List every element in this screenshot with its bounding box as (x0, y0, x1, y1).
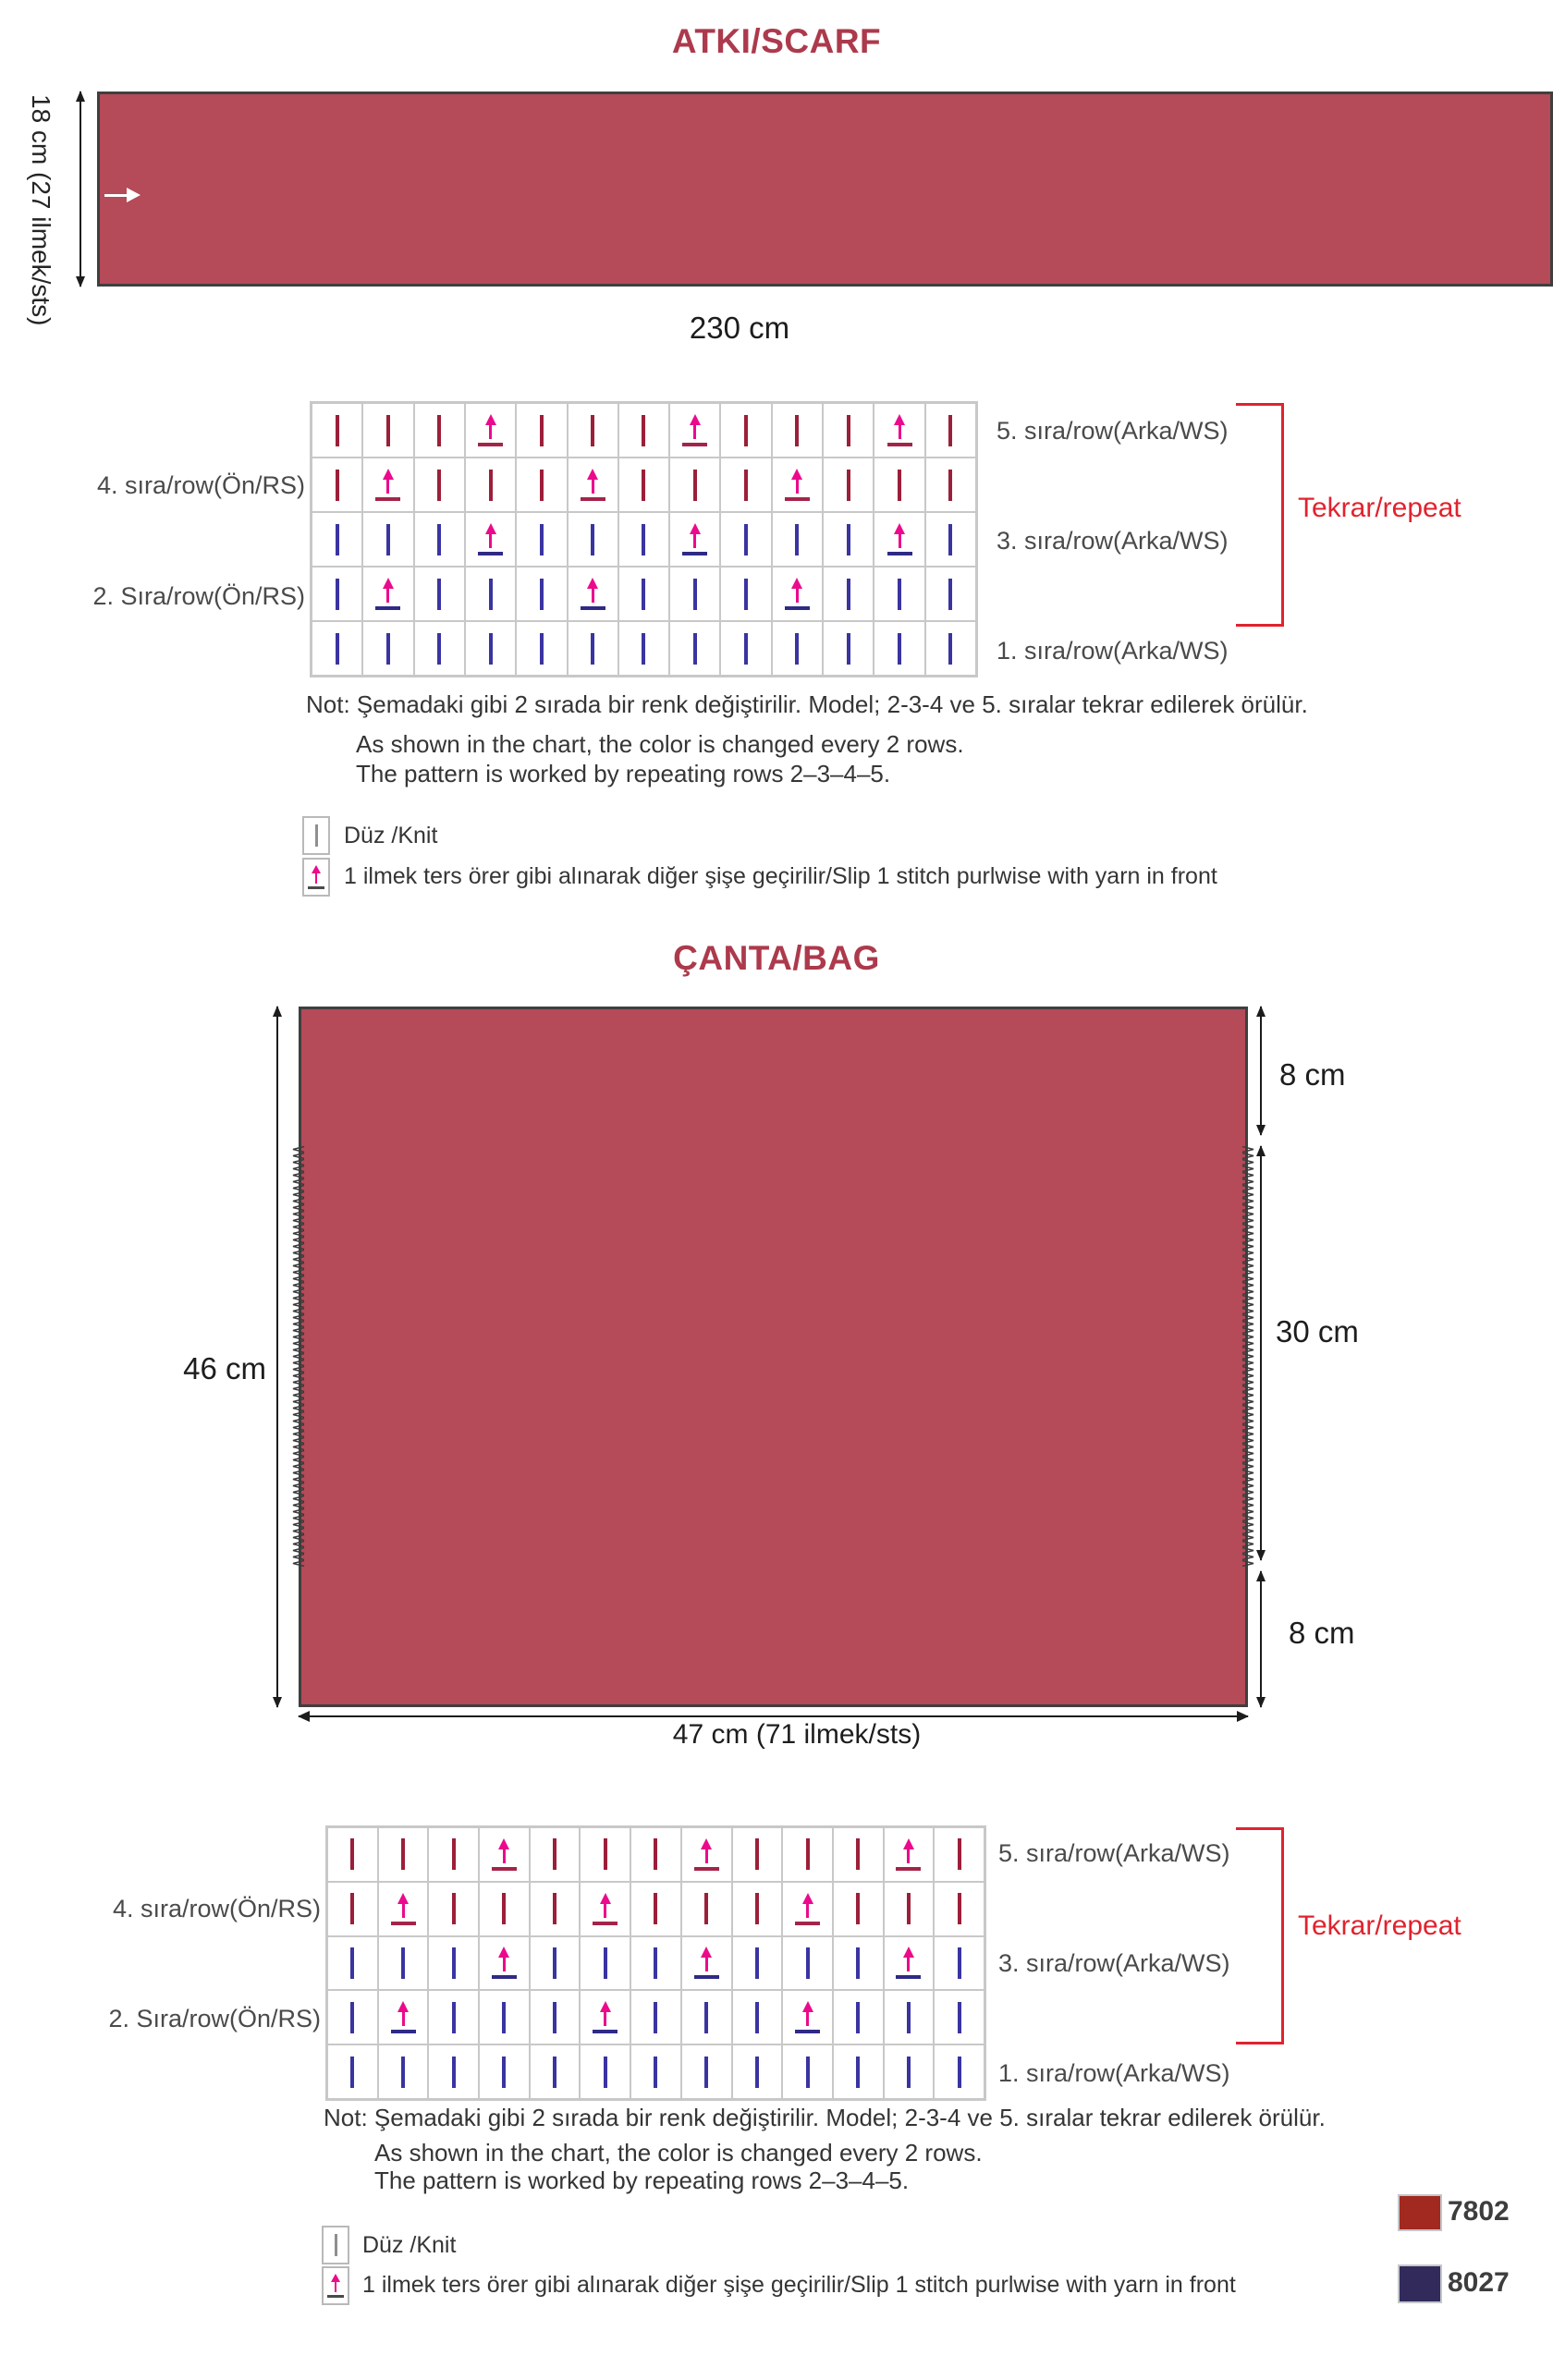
chart-row3-label: 3. sıra/row(Arka/WS) (997, 527, 1229, 555)
knit-symbol-icon (302, 816, 330, 855)
knit-stitch-cell (934, 1990, 984, 2044)
knit-stitch-cell (428, 2044, 479, 2099)
knit-stitch-cell (312, 458, 362, 512)
note-english-2: The pattern is worked by repeating rows 2–3–4–5. (356, 760, 891, 787)
knit-stitch-cell (833, 1827, 884, 1882)
slip-stitch-cell (362, 458, 413, 512)
yarn-code-label: 8027 (1448, 2267, 1510, 2298)
knit-stitch-cell (312, 512, 362, 567)
slip-stitch-cell (568, 458, 618, 512)
knit-stitch-cell (823, 621, 874, 676)
knit-stitch-cell (630, 1990, 681, 2044)
knit-stitch-cell (925, 403, 976, 458)
slip-stitch-cell (772, 458, 823, 512)
knit-stitch-cell (428, 1990, 479, 2044)
slip-stitch-cell (874, 403, 924, 458)
slip-stitch-cell (580, 1882, 630, 1936)
slip-stitch-cell (681, 1936, 732, 1991)
slip-stitch-cell (884, 1936, 935, 1991)
knit-stitch-cell (580, 1827, 630, 1882)
chart-row4-label: 4. sıra/row(Ön/RS) (96, 471, 305, 499)
note-english-1: As shown in the chart, the color is changed every 2 rows. (374, 2139, 983, 2166)
knit-stitch-cell (530, 1936, 581, 1991)
knit-stitch-cell (479, 2044, 530, 2099)
knit-stitch-cell (823, 403, 874, 458)
knit-stitch-cell (530, 1990, 581, 2044)
knit-stitch-cell (884, 2044, 935, 2099)
knit-stitch-cell (630, 1882, 681, 1936)
knit-stitch-cell (833, 2044, 884, 2099)
scarf-stitch-chart (310, 401, 978, 677)
note-turkish: Not: Şemadaki gibi 2 sırada bir renk değiştirilir. Model; 2-3-4 ve 5. sıralar tekrar edilerek örülür. (306, 690, 1308, 718)
chart-row4-label: 4. sıra/row(Ön/RS) (112, 1895, 321, 1922)
knit-stitch-cell (568, 621, 618, 676)
knit-stitch-cell (568, 403, 618, 458)
knit-stitch-cell (428, 1882, 479, 1936)
knit-stitch-cell (479, 1990, 530, 2044)
bag-top-label: 8 cm (1279, 1057, 1346, 1092)
knit-stitch-cell (465, 567, 516, 621)
knit-stitch-cell (327, 1936, 378, 1991)
scarf-height-dimension-arrow (79, 92, 81, 287)
knit-symbol-icon (322, 2226, 349, 2264)
knit-stitch-cell (312, 621, 362, 676)
scarf-fabric-diagram (97, 92, 1553, 287)
bag-left-zigzag-edge (290, 1146, 307, 1567)
knit-stitch-cell (732, 1827, 783, 1882)
knit-stitch-cell (833, 1990, 884, 2044)
slip-stitch-cell (669, 512, 720, 567)
knit-stitch-cell (669, 621, 720, 676)
yarn-swatch-8027 (1398, 2264, 1442, 2303)
slip-legend-label: 1 ilmek ters örer gibi alınarak diğer şişe geçirilir/Slip 1 stitch purlwise with yarn in front (344, 863, 1217, 889)
bag-height-label: 46 cm (183, 1351, 266, 1385)
knit-stitch-cell (833, 1882, 884, 1936)
knit-stitch-cell (618, 512, 669, 567)
knit-stitch-cell (925, 621, 976, 676)
knit-stitch-cell (669, 567, 720, 621)
knit-stitch-cell (516, 621, 567, 676)
knit-stitch-cell (630, 1936, 681, 1991)
knit-stitch-cell (312, 567, 362, 621)
note-english-1: As shown in the chart, the color is changed every 2 rows. (356, 730, 964, 758)
knit-stitch-cell (327, 1827, 378, 1882)
knit-stitch-cell (618, 458, 669, 512)
knit-stitch-cell (669, 458, 720, 512)
knit-stitch-cell (934, 1882, 984, 1936)
bag-bottom-dimension-arrow (1260, 1571, 1262, 1707)
knit-stitch-cell (884, 1990, 935, 2044)
knit-stitch-cell (327, 1990, 378, 2044)
knit-stitch-cell (874, 458, 924, 512)
knit-stitch-cell (772, 512, 823, 567)
knit-stitch-cell (580, 2044, 630, 2099)
knit-stitch-cell (312, 403, 362, 458)
slip-stitch-cell (580, 1990, 630, 2044)
slip-stitch-cell (681, 1827, 732, 1882)
knit-stitch-cell (428, 1936, 479, 1991)
knit-stitch-cell (630, 1827, 681, 1882)
knit-stitch-cell (327, 2044, 378, 2099)
yarn-swatch-7802 (1398, 2194, 1442, 2231)
knit-stitch-cell (516, 567, 567, 621)
knit-stitch-cell (732, 1936, 783, 1991)
knit-legend-label: Düz /Knit (362, 2232, 457, 2258)
knit-stitch-cell (362, 512, 413, 567)
chart-row2-label: 2. Sıra/row(Ön/RS) (108, 2005, 321, 2032)
bag-middle-label: 30 cm (1276, 1314, 1359, 1349)
bag-width-dimension-arrow (299, 1715, 1248, 1717)
slip-stitch-cell (465, 512, 516, 567)
scarf-section-title: ATKI/SCARF (671, 22, 882, 60)
note-turkish: Not: Şemadaki gibi 2 sırada bir renk değiştirilir. Model; 2-3-4 ve 5. sıralar tekrar edilerek örülür. (324, 2104, 1326, 2131)
slip-stitch-cell (669, 403, 720, 458)
slip-stitch-cell (874, 512, 924, 567)
bag-right-zigzag-edge (1240, 1146, 1256, 1567)
slip-stitch-cell (378, 1882, 429, 1936)
knit-stitch-cell (465, 458, 516, 512)
slip-stitch-cell (772, 567, 823, 621)
slip-stitch-cell (782, 1990, 833, 2044)
slip-symbol-icon (322, 2266, 349, 2305)
knit-stitch-cell (378, 2044, 429, 2099)
knit-stitch-cell (362, 621, 413, 676)
knit-stitch-cell (618, 403, 669, 458)
repeat-label: Tekrar/repeat (1298, 493, 1461, 523)
bag-middle-dimension-arrow (1260, 1146, 1262, 1560)
chart-row1-label: 1. sıra/row(Arka/WS) (997, 637, 1229, 665)
knit-stitch-cell (414, 512, 465, 567)
knit-stitch-cell (414, 458, 465, 512)
slip-stitch-cell (378, 1990, 429, 2044)
knit-stitch-cell (874, 621, 924, 676)
knit-stitch-cell (428, 1827, 479, 1882)
knit-legend-label: Düz /Knit (344, 823, 438, 848)
slip-stitch-cell (884, 1827, 935, 1882)
bag-stitch-chart (325, 1825, 986, 2101)
chart-row5-label: 5. sıra/row(Arka/WS) (998, 1839, 1230, 1867)
knit-stitch-cell (782, 1936, 833, 1991)
knit-stitch-cell (925, 458, 976, 512)
scarf-height-label: 18 cm (27 ilmek/sts) (27, 93, 55, 326)
knit-stitch-cell (568, 512, 618, 567)
knit-stitch-cell (681, 1882, 732, 1936)
yarn-code-label: 7802 (1448, 2196, 1510, 2227)
knit-stitch-cell (516, 458, 567, 512)
knit-stitch-cell (414, 621, 465, 676)
knit-stitch-cell (884, 1882, 935, 1936)
knit-stitch-cell (362, 403, 413, 458)
knit-stitch-cell (782, 1827, 833, 1882)
knit-stitch-cell (327, 1882, 378, 1936)
bag-width-label: 47 cm (71 ilmek/sts) (672, 1719, 922, 1750)
knit-stitch-cell (823, 512, 874, 567)
knit-direction-arrow-icon (104, 194, 128, 197)
knit-stitch-cell (516, 512, 567, 567)
knit-stitch-cell (618, 567, 669, 621)
knit-stitch-cell (772, 621, 823, 676)
slip-stitch-cell (479, 1827, 530, 1882)
knit-stitch-cell (720, 458, 771, 512)
knit-stitch-cell (925, 512, 976, 567)
knit-stitch-cell (720, 621, 771, 676)
knit-stitch-cell (414, 403, 465, 458)
slip-legend-label: 1 ilmek ters örer gibi alınarak diğer şişe geçirilir/Slip 1 stitch purlwise with yarn in front (362, 2272, 1236, 2298)
knit-stitch-cell (732, 1882, 783, 1936)
chart-row5-label: 5. sıra/row(Arka/WS) (997, 417, 1229, 445)
knit-stitch-cell (681, 1990, 732, 2044)
knit-stitch-cell (720, 567, 771, 621)
slip-stitch-cell (782, 1882, 833, 1936)
bag-fabric-diagram (299, 1007, 1248, 1707)
repeat-label: Tekrar/repeat (1298, 1910, 1461, 1941)
knit-stitch-cell (530, 1827, 581, 1882)
knit-stitch-cell (530, 1882, 581, 1936)
chart-row3-label: 3. sıra/row(Arka/WS) (998, 1949, 1230, 1977)
knit-stitch-cell (874, 567, 924, 621)
repeat-bracket (1236, 403, 1284, 627)
slip-symbol-icon (302, 858, 330, 897)
knit-stitch-cell (414, 567, 465, 621)
knit-stitch-cell (934, 1827, 984, 1882)
chart-row1-label: 1. sıra/row(Arka/WS) (998, 2059, 1230, 2087)
knit-stitch-cell (833, 1936, 884, 1991)
knit-stitch-cell (720, 403, 771, 458)
knit-stitch-cell (934, 2044, 984, 2099)
knit-stitch-cell (925, 567, 976, 621)
knit-stitch-cell (516, 403, 567, 458)
knit-stitch-cell (618, 621, 669, 676)
knit-stitch-cell (530, 2044, 581, 2099)
slip-stitch-cell (465, 403, 516, 458)
scarf-width-label: 230 cm (689, 311, 790, 345)
knit-stitch-cell (580, 1936, 630, 1991)
knit-stitch-cell (732, 1990, 783, 2044)
knit-stitch-cell (681, 2044, 732, 2099)
slip-stitch-cell (479, 1936, 530, 1991)
knit-stitch-cell (934, 1936, 984, 1991)
slip-stitch-cell (362, 567, 413, 621)
knit-stitch-cell (378, 1936, 429, 1991)
knit-stitch-cell (378, 1827, 429, 1882)
knit-stitch-cell (782, 2044, 833, 2099)
knit-stitch-cell (732, 2044, 783, 2099)
knit-stitch-cell (823, 458, 874, 512)
knit-stitch-cell (465, 621, 516, 676)
bag-top-dimension-arrow (1260, 1007, 1262, 1135)
bag-bottom-label: 8 cm (1289, 1616, 1355, 1650)
knit-stitch-cell (479, 1882, 530, 1936)
slip-stitch-cell (568, 567, 618, 621)
repeat-bracket (1236, 1827, 1284, 2044)
knit-stitch-cell (720, 512, 771, 567)
knit-stitch-cell (823, 567, 874, 621)
bag-section-title: ÇANTA/BAG (673, 939, 880, 977)
chart-row2-label: 2. Sıra/row(Ön/RS) (92, 582, 305, 610)
bag-height-dimension-arrow (276, 1007, 278, 1707)
knit-stitch-cell (772, 403, 823, 458)
note-english-2: The pattern is worked by repeating rows 2–3–4–5. (374, 2166, 910, 2194)
knit-stitch-cell (630, 2044, 681, 2099)
